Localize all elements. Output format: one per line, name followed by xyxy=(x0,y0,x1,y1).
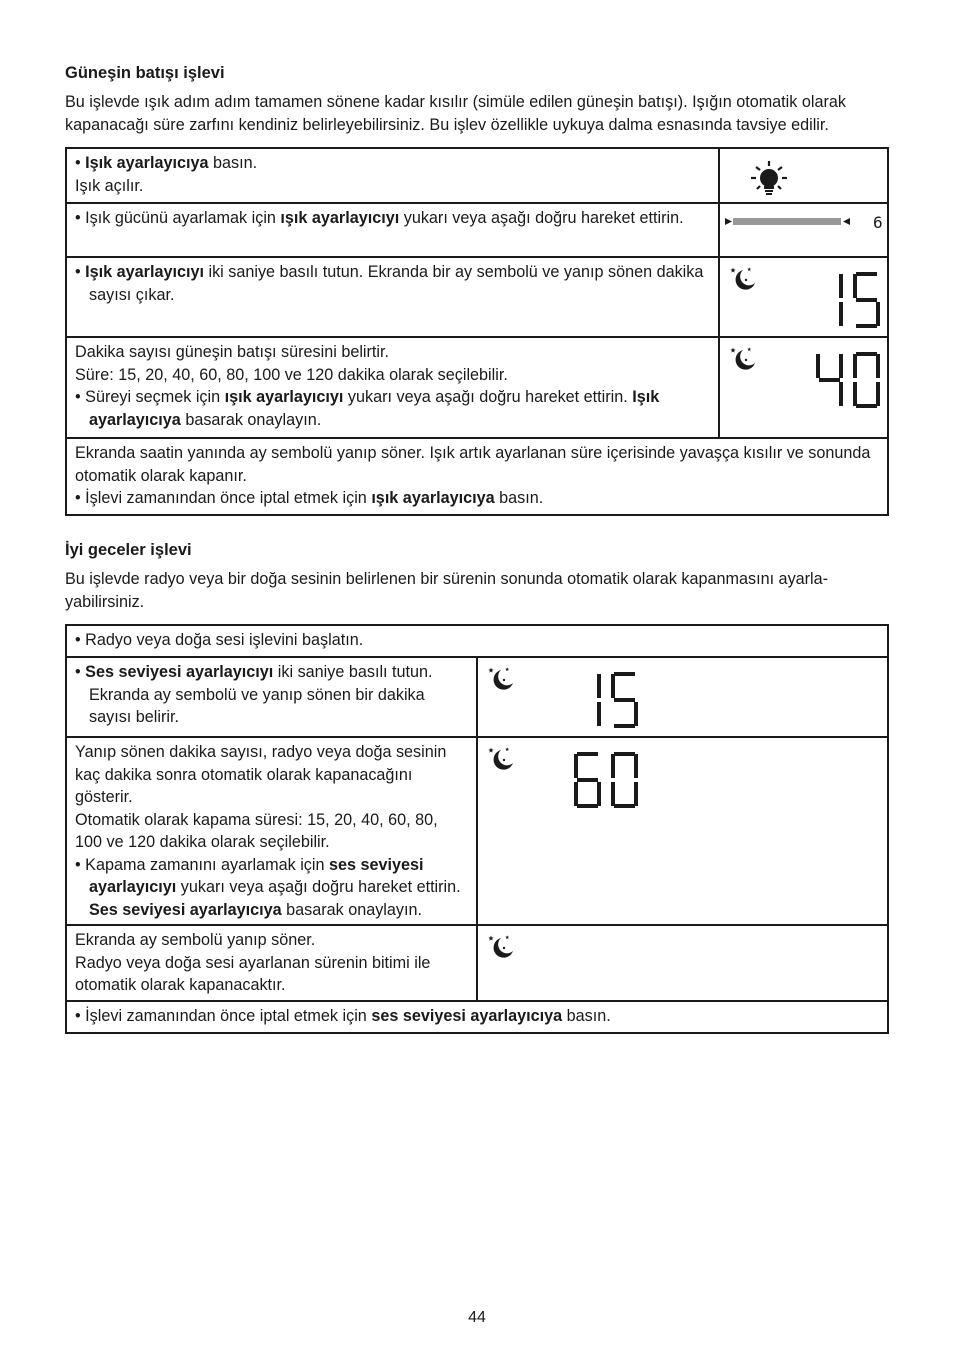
lcd-segment xyxy=(597,674,601,698)
display-cell xyxy=(719,203,888,257)
lcd-segment xyxy=(634,754,638,778)
lcd-segment xyxy=(839,382,843,406)
lcd-segment xyxy=(577,778,598,782)
lcd-segment xyxy=(574,782,578,806)
display-cell xyxy=(477,925,888,1001)
table-row xyxy=(66,203,888,257)
lcd-segment xyxy=(853,274,857,298)
table-row xyxy=(66,337,888,438)
step-text: Dakika sayısı güneşin batışı süresini belirtir. Süre: 15, 20, 40, 60, 80, 100 ve 120 dakika olarak seçilebilir. • Süreyi seçmek için ışık ayarlayıcıyı yukarı veya aşağı doğru hareket ettirin. Işık ayarlayıcıya basarak onaylayın. xyxy=(66,337,719,438)
minutes-display xyxy=(574,752,638,808)
lcd-segment xyxy=(614,724,635,728)
step-text: • Işık ayarlayıcıyı iki saniye basılı tutun. Ekranda bir ay sembolü ve yanıp sönen dakika sayısı çıkar. xyxy=(66,257,719,337)
section-intro-goodnight: Bu işlevde radyo veya bir doğa sesinin belirlenen bir sürenin sonunda otomatik olarak kapanmasını ayarla-yabilirsiniz. xyxy=(65,570,829,611)
lcd-segment xyxy=(856,352,877,356)
lcd-segment xyxy=(839,354,843,378)
lcd-segment xyxy=(611,674,615,698)
display-cell xyxy=(719,257,888,337)
level-value: 6 xyxy=(873,213,883,232)
lcd-segment xyxy=(614,804,635,808)
display-cell xyxy=(719,337,888,438)
page-number: 44 xyxy=(468,1309,486,1326)
lcd-segment xyxy=(597,782,601,806)
lcd-segment xyxy=(577,752,598,756)
moon-icon xyxy=(488,747,513,769)
minutes-display xyxy=(839,272,880,328)
table-row xyxy=(66,657,888,737)
step-text: • Ses seviyesi ayarlayıcıyı iki saniye basılı tutun. Ekranda ay sembolü ve yanıp sönen bir dakika sayısı belirir. xyxy=(66,657,477,737)
lcd-segment xyxy=(614,698,635,702)
lcd-segment xyxy=(611,782,615,806)
display-cell xyxy=(719,148,888,203)
lcd-segment xyxy=(634,782,638,806)
table-row xyxy=(66,737,888,925)
table-row xyxy=(66,257,888,337)
lcd-segment xyxy=(856,272,877,276)
table-row xyxy=(66,925,888,1001)
lcd-segment xyxy=(614,672,635,676)
lcd-segment xyxy=(853,382,857,406)
lcd-segment xyxy=(839,274,843,298)
moon-icon xyxy=(730,347,755,369)
lcd-segment xyxy=(574,754,578,778)
lcd-segment xyxy=(839,302,843,326)
lcd-segment xyxy=(856,324,877,328)
lcd-segment xyxy=(876,382,880,406)
step-text: Ekranda ay sembolü yanıp söner. Radyo veya doğa sesi ayarlanan sürenin bitimi ile otomatik olarak kapanacaktır. xyxy=(66,925,477,1001)
lcd-segment xyxy=(876,354,880,378)
table-row xyxy=(66,438,888,515)
table-row xyxy=(66,148,888,203)
lcd-segment xyxy=(611,754,615,778)
display-cell xyxy=(477,737,888,925)
bulb-icon xyxy=(720,149,889,204)
step-text: • Işık ayarlayıcıya basın. Işık açılır. xyxy=(66,148,719,203)
lcd-segment xyxy=(819,378,840,382)
moon-icon xyxy=(488,667,513,689)
lcd-segment xyxy=(634,702,638,726)
step-text: Ekranda saatin yanında ay sembolü yanıp söner. Işık artık ayarlanan süre içerisinde yavaşça kısılır ve sonunda otomatik olarak kapanır. • İşlevi zamanından önce iptal etmek için ışık ayarlayıcıya basın. xyxy=(66,438,888,515)
goodnight-steps-table xyxy=(65,624,889,1034)
step-text: Yanıp sönen dakika sayısı, radyo veya doğa sesinin kaç dakika sonra otomatik olarak kapanacağını gösterir. Otomatik olarak kapama süresi: 15, 20, 40, 60, 80, 100 ve 120 dakika olarak seçilebilir. • Kapama zamanını ayarlamak için ses seviyesi ayarlayıcıyı yukarı veya aşağı doğru hareket ettirin. Ses seviyesi ayarlayıcıya basarak onaylayın. xyxy=(66,737,477,925)
level-bar-icon xyxy=(720,204,889,258)
section-title-sunset: Güneşin batışı işlevi xyxy=(65,64,225,82)
moon-icon xyxy=(730,267,755,289)
section-title-goodnight: İyi geceler işlevi xyxy=(65,541,192,559)
step-text: • Radyo veya doğa sesi işlevini başlatın. xyxy=(66,625,888,657)
sunset-steps-table xyxy=(65,147,889,516)
lcd-segment xyxy=(876,302,880,326)
table-row xyxy=(66,625,888,657)
section-intro-sunset: Bu işlevde ışık adım adım tamamen sönene kadar kısılır (simüle edilen güneşin batışı). Işığın otomatik olarak kapanacağı süre zarfını kendiniz belirleyebilirsiniz. Bu işlev özellikle uykuya dalma esnasında tavsiye edilir. xyxy=(65,93,846,134)
step-text: • Işık gücünü ayarlamak için ışık ayarlayıcıyı yukarı veya aşağı doğru hareket ettirin. xyxy=(66,203,719,257)
moon-icon xyxy=(488,935,513,957)
lcd-segment xyxy=(853,354,857,378)
table-row xyxy=(66,1001,888,1033)
lcd-segment xyxy=(816,354,820,378)
lcd-segment xyxy=(614,752,635,756)
lcd-segment xyxy=(597,702,601,726)
lcd-segment xyxy=(856,404,877,408)
minutes-display xyxy=(597,672,638,728)
lcd-segment xyxy=(856,298,877,302)
minutes-display xyxy=(816,352,880,408)
display-cell xyxy=(477,657,888,737)
lcd-segment xyxy=(577,804,598,808)
step-text: • İşlevi zamanından önce iptal etmek için ses seviyesi ayarlayıcıya basın. xyxy=(66,1001,888,1033)
